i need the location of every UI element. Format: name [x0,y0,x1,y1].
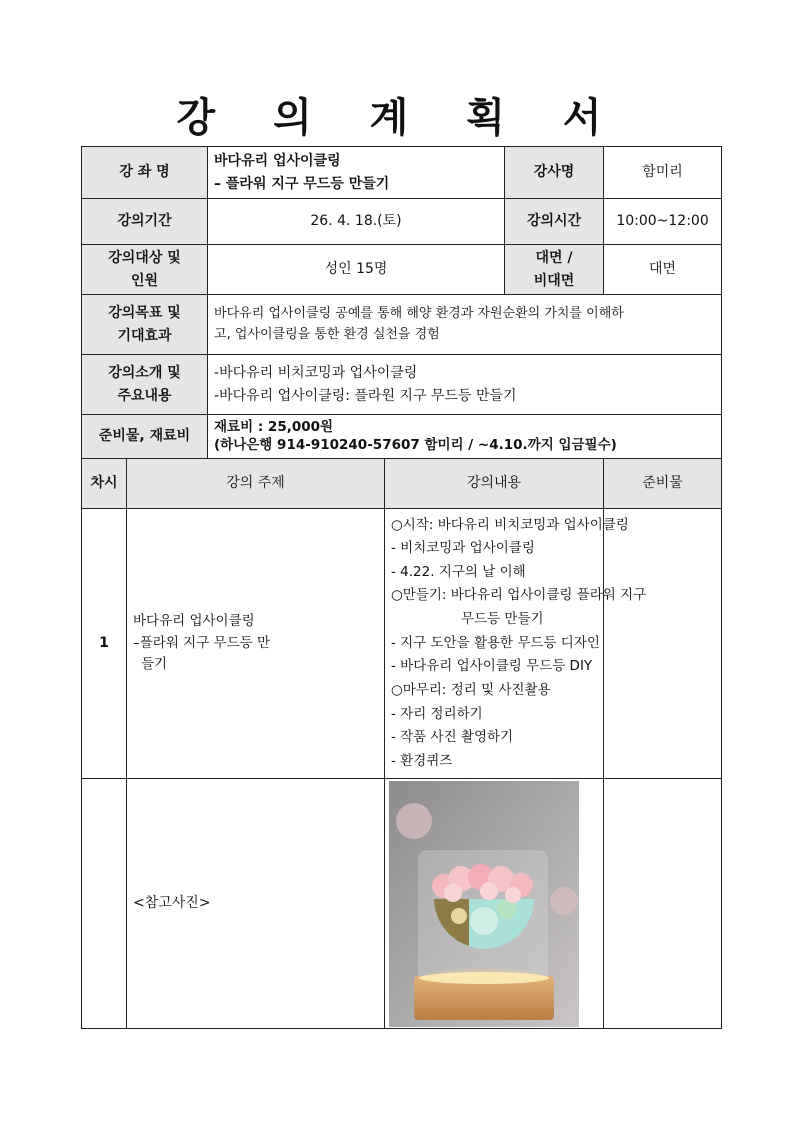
photo-cell [385,779,604,1029]
supplies-header: 준비물 [604,459,722,509]
period-label: 강의기간 [82,199,208,245]
topic-line3: 들기 [141,656,168,673]
session-content [385,509,647,779]
target-label-line1: 강의대상 및 [108,250,181,267]
instructor-label: 강사명 [505,147,604,199]
period-value: 26. 4. 18.(토) [208,199,505,245]
course-label: 강 좌 명 [82,147,208,199]
content-line: ○마무리: 정리 및 사진촬용 [391,681,551,698]
time-label: 강의시간 [505,199,604,245]
content-line: - 비치코밍과 업사이클링 [391,540,535,557]
mode-label [505,245,604,295]
content-line: - 4.22. 지구의 날 이해 [391,563,526,580]
mode-value: 대면 [604,245,722,295]
materials-label: 준비물, 재료비 [82,415,208,459]
intro-line1: -바다유리 비치코밍과 업사이클링 [214,365,418,382]
goal-label-line2: 기대효과 [117,327,172,344]
content-header: 강의내용 [385,459,604,509]
session-number: 1 [82,509,127,779]
content-line: - 지구 도안을 활용한 무드등 디자인 [391,634,600,651]
goal-value [208,295,722,355]
reference-photo [389,781,579,1027]
session-header: 차시 [82,459,127,509]
course-name-line1: 바다유리 업사이클링 [214,153,341,170]
photo-session-cell [82,779,127,1029]
topic-header: 강의 주제 [127,459,385,509]
instructor-value: 함미리 [604,147,722,199]
materials-value [208,415,722,459]
content-line: - 바다유리 업사이클링 무드등 DIY [391,658,593,675]
target-value: 성인 15명 [208,245,505,295]
topic-line1: 바다유리 업사이클링 [133,613,255,630]
page-title: 강 의 계 획 서 [176,95,624,141]
content-line: ○만들기: 바다유리 업사이클링 플라워 지구 [391,587,647,604]
intro-value [208,355,722,415]
goal-label-line1: 강의목표 및 [108,305,181,322]
topic-line2: –플라워 지구 무드등 만 [133,634,270,651]
mode-label-line2: 비대면 [533,272,575,289]
content-line: ○시작: 바다유리 비치코밍과 업사이클링 [391,516,629,533]
course-name [208,147,505,199]
course-name-line2: – 플라워 지구 무드등 만들기 [214,175,390,192]
content-line: - 자리 정리하기 [391,705,483,722]
mode-label-line1: 대면 / [535,250,573,267]
session-supplies [604,509,722,779]
content-line: - 작품 사진 촬영하기 [391,729,514,746]
materials-line2: (하나은행 914-910240-57607 함미리 / ~4.10.까지 입금필수) [214,436,617,453]
photo-supplies-cell [604,779,722,1029]
target-label [82,245,208,295]
session-topic [127,509,385,779]
lecture-plan-table [81,146,722,1029]
time-value: 10:00~12:00 [604,199,722,245]
goal-line1: 바다유리 업사이클링 공예를 통해 해양 환경과 자원순환의 가치를 이해하 [214,305,624,321]
intro-label-line1: 강의소개 및 [108,365,181,382]
target-label-line2: 인원 [130,272,159,289]
intro-label [82,355,208,415]
content-line: 무드등 만들기 [461,611,544,628]
goal-line2: 고, 업사이클링을 통한 환경 실천을 경험 [214,326,440,342]
intro-label-line2: 주요내용 [117,387,172,404]
photo-label: <참고사진> [127,779,385,1029]
materials-line1: 재료비 : 25,000원 [214,418,334,435]
intro-line2: -바다유리 업사이클링: 플라원 지구 무드등 만들기 [214,387,517,404]
content-line: - 환경퀴즈 [391,752,453,769]
goal-label [82,295,208,355]
